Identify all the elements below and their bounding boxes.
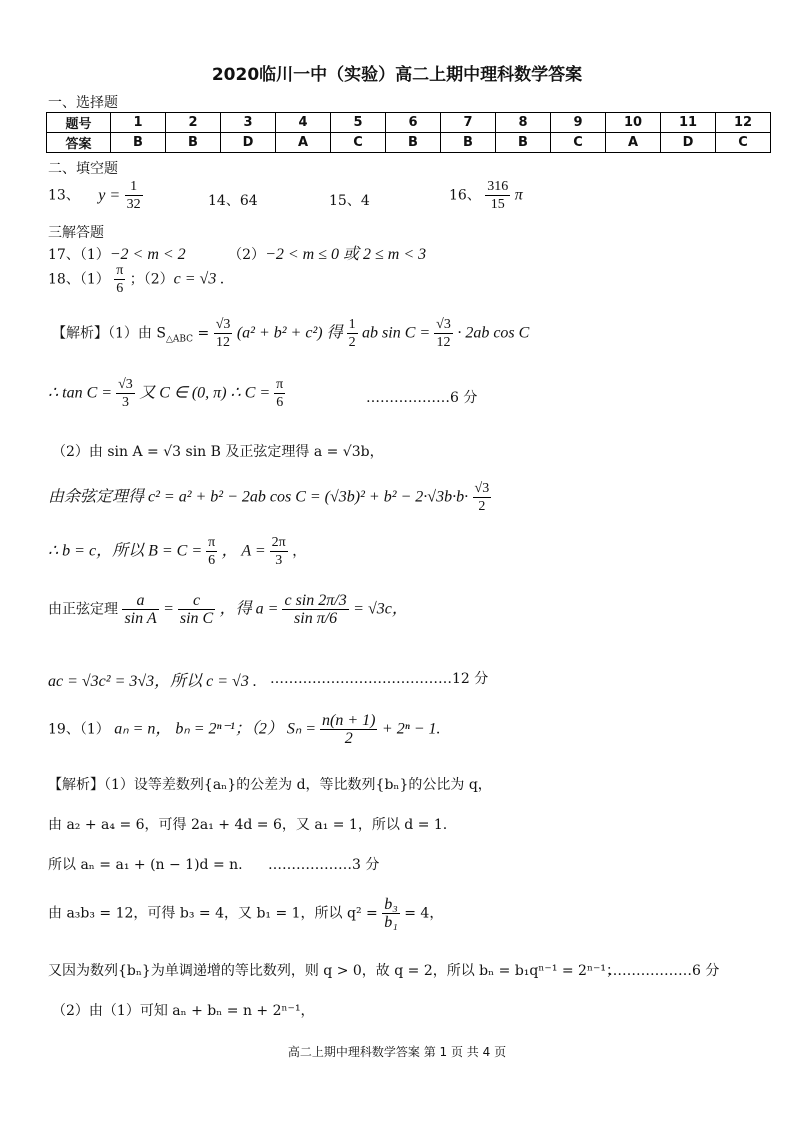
q19-solution-line1: 【解析】（1）设等差数列{aₙ}的公差为 d，等比数列{bₙ}的公比为 q， — [48, 777, 492, 793]
q-answer: B — [111, 133, 166, 153]
q-number: 5 — [331, 113, 386, 133]
score-3: ………………3 分 — [268, 857, 380, 873]
numerator: 2π — [271, 535, 286, 550]
q17-ans1: −2 < m < 2 — [109, 246, 186, 263]
q17-part2: （2） — [228, 247, 266, 263]
q-answer: B — [166, 133, 221, 153]
numerator: √3 — [215, 317, 231, 332]
q-answer: D — [221, 133, 276, 153]
numerator: √3 — [474, 481, 490, 496]
q-number: 6 — [386, 113, 441, 133]
q13-label: 13、 — [48, 187, 80, 204]
q-answer: B — [441, 133, 496, 153]
q18-part2: ；（2） — [129, 271, 174, 288]
denominator: sin C — [179, 610, 214, 627]
fraction — [270, 534, 288, 569]
text: 由正弦定理 — [48, 601, 123, 618]
denominator: 12 — [436, 335, 451, 350]
numerator: n(n + 1) — [322, 712, 376, 729]
q13-fraction — [125, 178, 143, 213]
section-choice: 一、选择题 — [48, 95, 118, 111]
row-head: 答案 — [47, 133, 111, 153]
q18-solution-line1 — [52, 316, 529, 351]
denominator: 2 — [344, 730, 353, 747]
q17-label: 17、（1） — [48, 247, 110, 263]
text: = 4， — [404, 905, 444, 922]
q-answer: B — [386, 133, 441, 153]
text: ab sin C = — [362, 324, 435, 342]
q18-solution-line2 — [48, 376, 285, 411]
table-row-answers — [47, 133, 771, 153]
text: ∴ b = c，所以 B = C = — [48, 542, 207, 560]
denominator: 3 — [275, 553, 283, 568]
q-answer: C — [716, 133, 771, 153]
fraction — [473, 480, 492, 515]
denominator: 2 — [348, 335, 356, 350]
section-solutions: 三解答题 — [48, 225, 104, 241]
q19-solution-line2: 由 a₂ + a₄ = 6，可得 2a₁ + 4d = 6，又 a₁ = 1，所以 d = 1. — [48, 817, 448, 833]
answer-table — [46, 112, 771, 153]
score-6: ………………6 分 — [366, 390, 478, 406]
q16-label: 16、 — [449, 187, 481, 204]
q-answer: B — [496, 133, 551, 153]
text: ， — [292, 543, 307, 560]
q-number: 7 — [441, 113, 496, 133]
q13-answer — [48, 178, 143, 213]
fraction — [282, 592, 348, 627]
denominator: sin π/6 — [294, 610, 338, 627]
q19-answer — [48, 712, 441, 747]
numerator: 316 — [487, 179, 509, 194]
q16-answer — [449, 178, 523, 213]
denominator: 6 — [276, 395, 284, 410]
fraction — [434, 316, 453, 351]
q-number: 12 — [716, 113, 771, 133]
numerator: π — [208, 535, 216, 550]
q-answer: A — [606, 133, 661, 153]
denominator: 12 — [216, 335, 231, 350]
q18-ans1-fraction — [114, 262, 125, 297]
q16-fraction — [485, 178, 510, 213]
fraction — [320, 712, 377, 747]
denominator: 32 — [126, 197, 141, 212]
numerator: √3 — [436, 317, 451, 332]
numerator: √3 — [118, 377, 133, 392]
denominator: b₁ — [384, 914, 398, 931]
denominator: 15 — [490, 197, 505, 212]
text: + 2ⁿ − 1. — [381, 720, 441, 738]
q17-ans2: −2 < m ≤ 0 或 2 ≤ m < 3 — [265, 246, 427, 263]
text: ∴ tan C = — [48, 384, 117, 402]
q-number: 9 — [551, 113, 606, 133]
table-row-numbers — [47, 113, 771, 133]
q19-solution-line6: （2）由（1）可知 aₙ + bₙ = n + 2ⁿ⁻¹， — [52, 1003, 315, 1019]
q-answer: C — [551, 133, 606, 153]
text: (a² + b² + c²) 得 — [236, 324, 347, 342]
fraction — [274, 376, 285, 411]
q-number: 4 — [276, 113, 331, 133]
q19-solution-line4 — [48, 896, 443, 931]
q19-solution-line3: 所以 aₙ = a₁ + (n − 1)d = n. — [48, 857, 243, 873]
q15-answer: 15、4 — [329, 193, 370, 209]
denominator: 6 — [208, 553, 216, 568]
q18-answer — [48, 262, 224, 297]
numerator: c — [178, 592, 215, 610]
fraction — [122, 592, 158, 627]
q14-answer: 14、64 — [208, 193, 258, 209]
q18-solution-line7 — [48, 668, 257, 691]
score-12: …………………………………12 分 — [270, 671, 489, 687]
fraction — [116, 376, 135, 411]
q18-solution-line4 — [48, 480, 491, 515]
numerator: π — [276, 377, 284, 392]
q-answer: D — [661, 133, 716, 153]
q18-solution-line3: （2）由 sin A = √3 sin B 及正弦定理得 a = √3b， — [52, 444, 384, 460]
fraction — [347, 316, 358, 351]
fraction — [206, 534, 217, 569]
text: 由余弦定理得 c² = a² + b² − 2ab cos C = (√3b)² + b² − 2·√3b·b· — [48, 488, 469, 506]
q-number: 10 — [606, 113, 661, 133]
q-number: 1 — [111, 113, 166, 133]
denominator: 2 — [478, 499, 486, 514]
q-answer: C — [331, 133, 386, 153]
text: aₙ = n， bₙ = 2ⁿ⁻¹；（2） Sₙ = — [114, 720, 320, 738]
fraction — [214, 316, 233, 351]
q-number: 8 — [496, 113, 551, 133]
subscript: △ABC — [165, 334, 194, 345]
q18-solution-line6 — [48, 592, 408, 627]
score-6b: ………………6 分 — [608, 963, 720, 979]
q18-label: 18、（1） — [48, 271, 110, 288]
denominator: 6 — [116, 281, 124, 296]
denominator: 3 — [121, 395, 129, 410]
q-number: 3 — [221, 113, 276, 133]
denominator: sin A — [124, 610, 157, 627]
fraction — [382, 896, 400, 931]
numerator: 1 — [125, 178, 143, 196]
numerator: 1 — [348, 317, 356, 332]
numerator: a — [122, 592, 158, 610]
pi-symbol: π — [514, 186, 523, 204]
q18-ans2: c = √3 . — [173, 270, 225, 288]
page-title: 2020临川一中（实验）高二上期中理科数学答案 — [211, 65, 583, 85]
page-footer: 高二上期中理科数学答案 第 1 页 共 4 页 — [287, 1045, 507, 1059]
text: 【解析】（1）由 S — [52, 325, 166, 342]
q18-solution-line5 — [48, 534, 306, 569]
numerator: b₃ — [384, 896, 398, 913]
text: = √3c， — [353, 600, 408, 618]
text: ，得 a = — [219, 600, 283, 618]
numerator: c sin 2π/3 — [284, 592, 347, 609]
text: ac = √3c² = 3√3，所以 c = √3 . — [48, 673, 257, 690]
text: = — [193, 325, 214, 342]
text: = — [163, 600, 178, 618]
q17-answer — [48, 241, 426, 264]
q19-label: 19、（1） — [48, 721, 110, 738]
row-head: 题号 — [47, 113, 111, 133]
text: ， A = — [221, 542, 270, 560]
q19-solution-line5: 又因为数列{bₙ}为单调递增的等比数列，则 q > 0，故 q = 2，所以 bₙ = b₁qⁿ⁻¹ = 2ⁿ⁻¹； — [48, 963, 621, 979]
q-answer: A — [276, 133, 331, 153]
q-number: 2 — [166, 113, 221, 133]
text: · 2ab cos C — [457, 324, 530, 342]
numerator: π — [116, 263, 124, 278]
q-number: 11 — [661, 113, 716, 133]
text: 又 C ∈ (0, π) ∴ C = — [139, 384, 275, 402]
fraction — [178, 592, 215, 627]
text: 由 a₃b₃ = 12，可得 b₃ = 4，又 b₁ = 1，所以 q² = — [48, 905, 383, 922]
section-fill: 二、填空题 — [48, 161, 118, 177]
q13-lhs: y = — [98, 186, 121, 204]
